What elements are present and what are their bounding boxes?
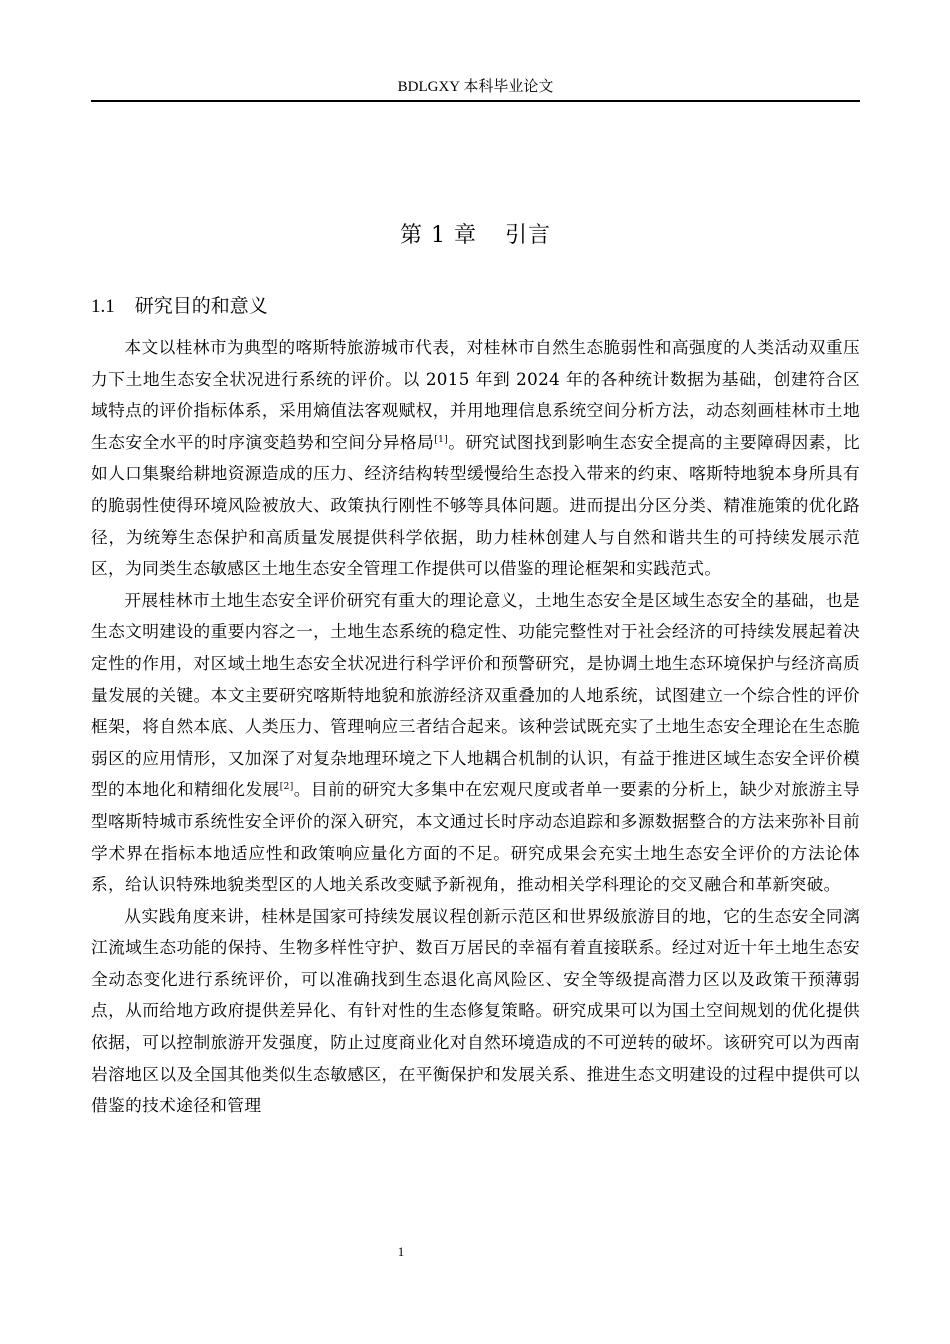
running-header: BDLGXY 本科毕业论文: [397, 79, 554, 95]
paragraph-1: [91, 332, 860, 585]
chapter-number: 第 1 章: [400, 223, 477, 248]
paragraph-text: 开展桂林市土地生态安全评价研究有重大的理论意义，土地生态安全是区域生态安全的基础，也是生态文明建设的重要内容之一，土地生态系统的稳定性、功能完整性对于社会经济的可持续发展起着决定性的作用，对区域土地生态安全状况进行科学评价和预警研究，是协调土地生态环境保护与经济高质量发展的关键。本文主要研究喀斯特地貌和旅游经济双重叠加的人地系统，试图建立一个综合性的评价框架，将自然本底、人类压力、管理响应三者结合起来。该种尝试既充实了土地生态安全理论在生态脆弱区的应用情形，又加深了对复杂地理环境之下人地耦合机制的认识，有益于推进区域生态安全评价模型的本地化和精细化发展: [91, 589, 860, 800]
paragraph-text: 从实践角度来讲，桂林是国家可持续发展议程创新示范区和世界级旅游目的地，它的生态安全同漓江流域生态功能的保持、生物多样性守护、数百万居民的幸福有着直接联系。经过对近十年土地生态安全动态变化进行系统评价，可以准确找到生态退化高风险区、安全等级提高潜力区以及政策干预薄弱点，从而给地方政府提供差异化、有针对性的生态修复策略。研究成果可以为国土空间规划的优化提供依据，可以控制旅游开发强度，防止过度商业化对自然环境造成的不可逆转的破坏。该研究可以为西南岩溶地区以及全国其他类似生态敏感区，在平衡保护和发展关系、推进生态文明建设的过程中提供可以借鉴的技术途径和管理: [91, 905, 860, 1116]
page-number: 1: [397, 1244, 405, 1259]
paragraph-text: 本文以桂林市为典型的喀斯特旅游城市代表，对桂林市自然生态脆弱性和高强度的人类活动双重压力下土地生态安全状况进行系统的评价。以 2015 年到 2024 年的各种统计数据为基础，创建符合区域特点的评价指标体系，采用熵值法客观赋权，并用地理信息系统空间分析方法，动态刻画桂林市土地生态安全水平的时序演变趋势和空间分异格局: [91, 337, 860, 452]
section-number: 1.1: [91, 296, 115, 317]
citation-ref: [2]: [279, 782, 294, 793]
citation-ref: [1]: [434, 434, 449, 445]
paragraph-2: [91, 585, 860, 901]
body-text: [91, 332, 860, 1122]
header-rule: [91, 100, 860, 102]
paragraph-text: 。目前的研究大多集中在宏观尺度或者单一要素的分析上，缺少对旅游主导型喀斯特城市系统性安全评价的深入研究，本文通过长时序动态追踪和多源数据整合的方法来弥补目前学术界在指标本地适应性和政策响应量化方面的不足。研究成果会充实土地生态安全评价的方法论体系，给认识特殊地貌类型区的人地关系改变赋予新视角，推动相关学科理论的交叉融合和革新突破。: [91, 779, 860, 895]
chapter-title: [91, 220, 860, 252]
paragraph-text: 。研究试图找到影响生态安全提高的主要障碍因素，比如人口集聚给耕地资源造成的压力、经济结构转型缓慢给生态投入带来的约束、喀斯特地貌本身所具有的脆弱性使得环境风险被放大、政策执行刚性不够等具体问题。进而提出分区分类、精准施策的优化路径，为统筹生态保护和高质量发展提供科学依据，助力桂林创建人与自然和谐共生的可持续发展示范区，为同类生态敏感区土地生态安全管理工作提供可以借鉴的理论框架和实践范式。: [91, 431, 860, 579]
chapter-name: 引言: [504, 223, 551, 248]
section-heading: [91, 292, 860, 321]
section-title: 研究目的和意义: [134, 295, 268, 317]
paragraph-3: [91, 901, 860, 1122]
